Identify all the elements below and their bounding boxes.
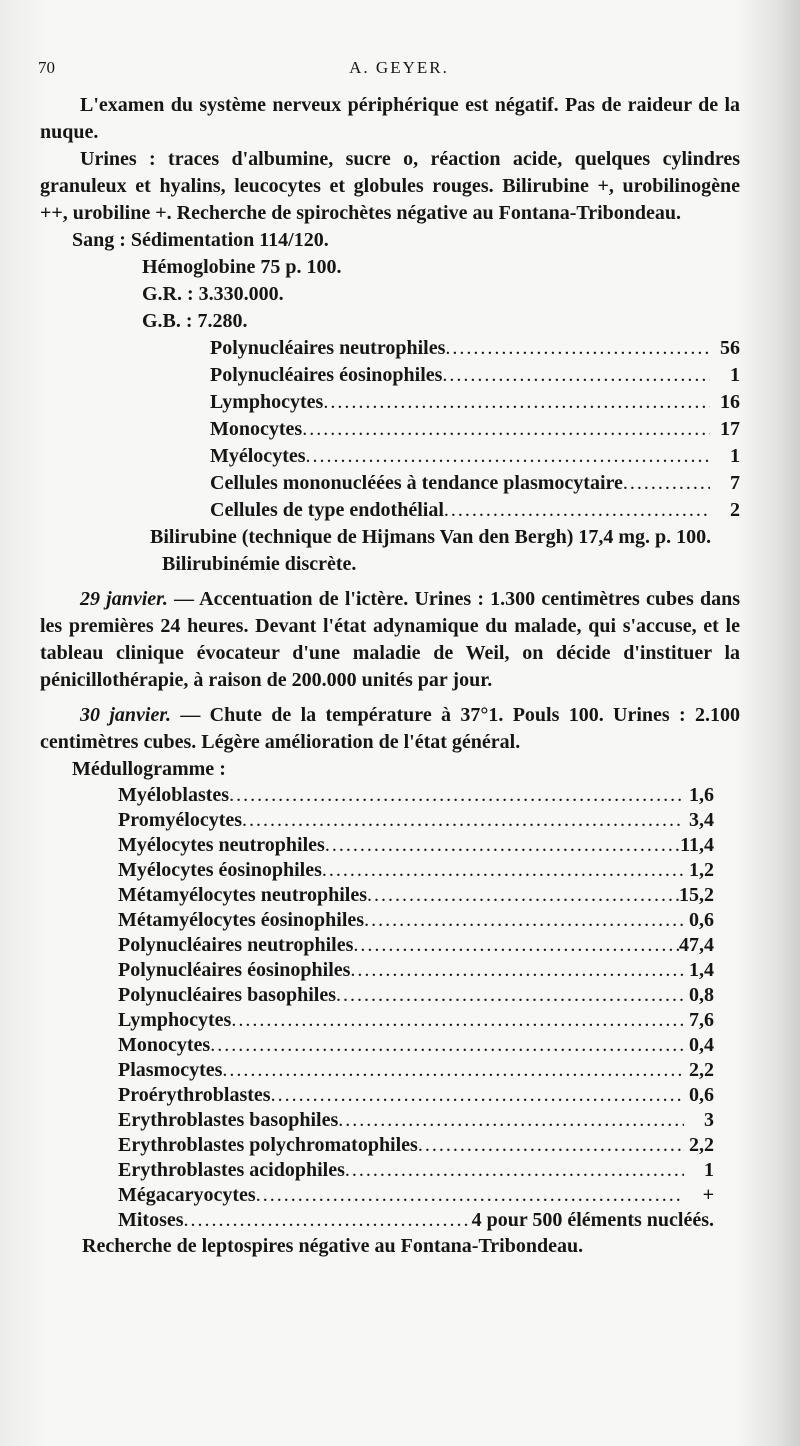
- table-row: [40, 958, 714, 983]
- row-label: Erythroblastes polychromatophiles: [118, 1134, 418, 1156]
- medullogramme-list: [40, 783, 740, 1233]
- row-label: Myélocytes éosinophiles: [118, 859, 322, 881]
- row-value: 3: [704, 1109, 714, 1131]
- row-value: 2,2: [689, 1134, 714, 1156]
- text-jan-30: — Chute de la température à 37°1. Pouls 100. Urines : 2.100 centimètres cubes. Légère amélioration de l'état général.: [40, 704, 741, 753]
- paragraph-jan-30: [40, 702, 740, 756]
- text-jan-29: — Accentuation de l'ictère. Urines : 1.300 centimètres cubes dans les premières 24 heures. Devant l'état adynamique du malade, qui s'accuse, et le tableau clinique évocateur d'une maladie de Weil, on décide d'instituer la pénicillothérapie, à raison de 200.000 unités par jour.: [40, 588, 740, 691]
- row-label: Cellules mononucléées à tendance plasmocytaire: [210, 472, 623, 494]
- table-row: [40, 335, 740, 362]
- leader-dots: [322, 858, 684, 883]
- row-value: 1: [730, 364, 740, 386]
- row-value: +: [702, 1184, 714, 1206]
- row-label: Monocytes: [118, 1034, 211, 1056]
- row-value: 0,6: [689, 1084, 714, 1106]
- leader-dots: [229, 783, 684, 808]
- leader-dots: [623, 470, 710, 497]
- table-row: [40, 1183, 714, 1208]
- table-row: [40, 858, 714, 883]
- row-value: 2: [730, 499, 740, 521]
- hemoglobine-line: Hémoglobine 75 p. 100.: [142, 256, 342, 278]
- paragraph-urines: Urines : traces d'albumine, sucre o, réaction acide, quelques cylindres granuleux et hyalins, leucocytes et globules rouges. Bilirubine +, urobilinogène ++, urobiline +. Recherche de spirochètes négative au Fontana-Tribondeau.: [40, 148, 740, 224]
- row-label: Métamyélocytes éosinophiles: [118, 909, 365, 931]
- row-label: Myélocytes: [210, 445, 306, 467]
- leader-dots: [345, 1158, 684, 1183]
- gr-line: G.R. : 3.330.000.: [142, 283, 284, 305]
- leader-dots: [222, 1058, 684, 1083]
- leader-dots: [242, 808, 684, 833]
- leader-dots: [302, 416, 710, 443]
- leader-dots: [271, 1083, 684, 1108]
- row-label: Mitoses: [118, 1209, 184, 1231]
- medullogramme-title: Médullogramme :: [72, 758, 226, 780]
- row-label: Cellules de type endothélial: [210, 499, 444, 521]
- row-label: Métamyélocytes neutrophiles: [118, 884, 368, 906]
- table-row: [40, 1033, 714, 1058]
- table-row: [40, 908, 714, 933]
- table-row: [40, 1208, 714, 1233]
- leader-dots: [353, 933, 679, 958]
- table-row: [40, 443, 740, 470]
- leader-dots: [367, 883, 679, 908]
- leader-dots: [418, 1133, 684, 1158]
- table-row: [40, 362, 740, 389]
- leader-dots: [306, 443, 710, 470]
- date-jan-29: 29 janvier.: [80, 588, 168, 610]
- row-label: Polynucléaires neutrophiles: [118, 934, 354, 956]
- row-label: Polynucléaires basophiles: [118, 984, 336, 1006]
- table-row: [40, 1108, 714, 1133]
- row-label: Monocytes: [210, 418, 303, 440]
- table-row: [40, 808, 714, 833]
- leader-dots: [323, 389, 710, 416]
- table-row: [40, 416, 740, 443]
- leader-dots: [210, 1033, 684, 1058]
- table-row: [40, 983, 714, 1008]
- row-label: Myélocytes neutrophiles: [118, 834, 325, 856]
- paragraph-jan-29: [40, 586, 740, 694]
- table-row: [40, 1133, 714, 1158]
- leader-dots: [325, 833, 680, 858]
- gb-line: G.B. : 7.280.: [142, 310, 248, 332]
- table-row: [40, 783, 714, 808]
- leader-dots: [338, 1108, 684, 1133]
- leader-dots: [231, 1008, 684, 1033]
- sedimentation-value: Sédimentation 114/120.: [130, 229, 329, 251]
- leader-dots: [364, 908, 684, 933]
- leader-dots: [442, 362, 710, 389]
- sang-label: Sang :: [72, 229, 126, 251]
- leader-dots: [350, 958, 684, 983]
- table-row: [40, 470, 740, 497]
- row-label: Myéloblastes: [118, 784, 230, 806]
- table-row: [40, 1158, 714, 1183]
- leader-dots: [256, 1183, 684, 1208]
- leader-dots: [444, 497, 710, 524]
- row-label: Lymphocytes: [210, 391, 324, 413]
- date-jan-30: 30 janvier.: [80, 704, 172, 726]
- row-value: 0,6: [689, 909, 714, 931]
- row-label: Erythroblastes acidophiles: [118, 1159, 345, 1181]
- row-label: Lymphocytes: [118, 1009, 232, 1031]
- row-label: Promyélocytes: [118, 809, 243, 831]
- row-value: 2,2: [689, 1059, 714, 1081]
- row-label: Erythroblastes basophiles: [118, 1109, 339, 1131]
- leader-dots: [445, 335, 710, 362]
- leukocyte-formula-list: [40, 335, 740, 524]
- row-label: Proérythroblastes: [118, 1084, 271, 1106]
- row-label: Polynucléaires éosinophiles: [210, 364, 443, 386]
- leader-dots: [336, 983, 684, 1008]
- row-value: 1,6: [689, 784, 714, 806]
- row-value: 16: [720, 391, 740, 413]
- table-row: [40, 833, 714, 858]
- table-row: [40, 1083, 714, 1108]
- row-value: 4 pour 500 éléments nucléés.: [471, 1209, 714, 1231]
- row-value: 17: [720, 418, 740, 440]
- conclusion-line: Recherche de leptospires négative au Fontana-Tribondeau.: [82, 1235, 584, 1257]
- page-number: 70: [38, 58, 55, 77]
- row-value: 1,4: [689, 959, 714, 981]
- row-value: 1: [730, 445, 740, 467]
- row-value: 1: [704, 1159, 714, 1181]
- row-value: 56: [720, 337, 740, 359]
- bilirubine-line: Bilirubine (technique de Hijmans Van den Bergh) 17,4 mg. p. 100.: [150, 526, 712, 548]
- row-label: Plasmocytes: [118, 1059, 223, 1081]
- table-row: [40, 933, 714, 958]
- row-label: Polynucléaires éosinophiles: [118, 959, 351, 981]
- row-value: 47,4: [679, 934, 714, 956]
- bilirubinemie-line: Bilirubinémie discrète.: [162, 553, 357, 575]
- row-value: 0,4: [689, 1034, 714, 1056]
- table-row: [40, 1008, 714, 1033]
- paragraph-nervous-system: L'examen du système nerveux périphérique est négatif. Pas de raideur de la nuque.: [40, 94, 740, 143]
- table-row: [40, 389, 740, 416]
- row-label: Polynucléaires neutrophiles: [210, 337, 446, 359]
- page-body: [40, 92, 740, 1260]
- row-value: 7,6: [689, 1009, 714, 1031]
- row-value: 1,2: [689, 859, 714, 881]
- sang-sedimentation: [40, 227, 740, 254]
- page-header: [38, 58, 760, 84]
- leader-dots: [184, 1208, 472, 1233]
- table-row: [40, 883, 714, 908]
- row-value: 3,4: [689, 809, 714, 831]
- row-value: 15,2: [679, 884, 714, 906]
- row-value: 0,8: [689, 984, 714, 1006]
- table-row: [40, 1058, 714, 1083]
- row-label: Mégacaryocytes: [118, 1184, 256, 1206]
- row-value: 7: [730, 472, 740, 494]
- table-row: [40, 497, 740, 524]
- running-head: A. GEYER.: [349, 58, 449, 77]
- row-value: 11,4: [680, 834, 714, 856]
